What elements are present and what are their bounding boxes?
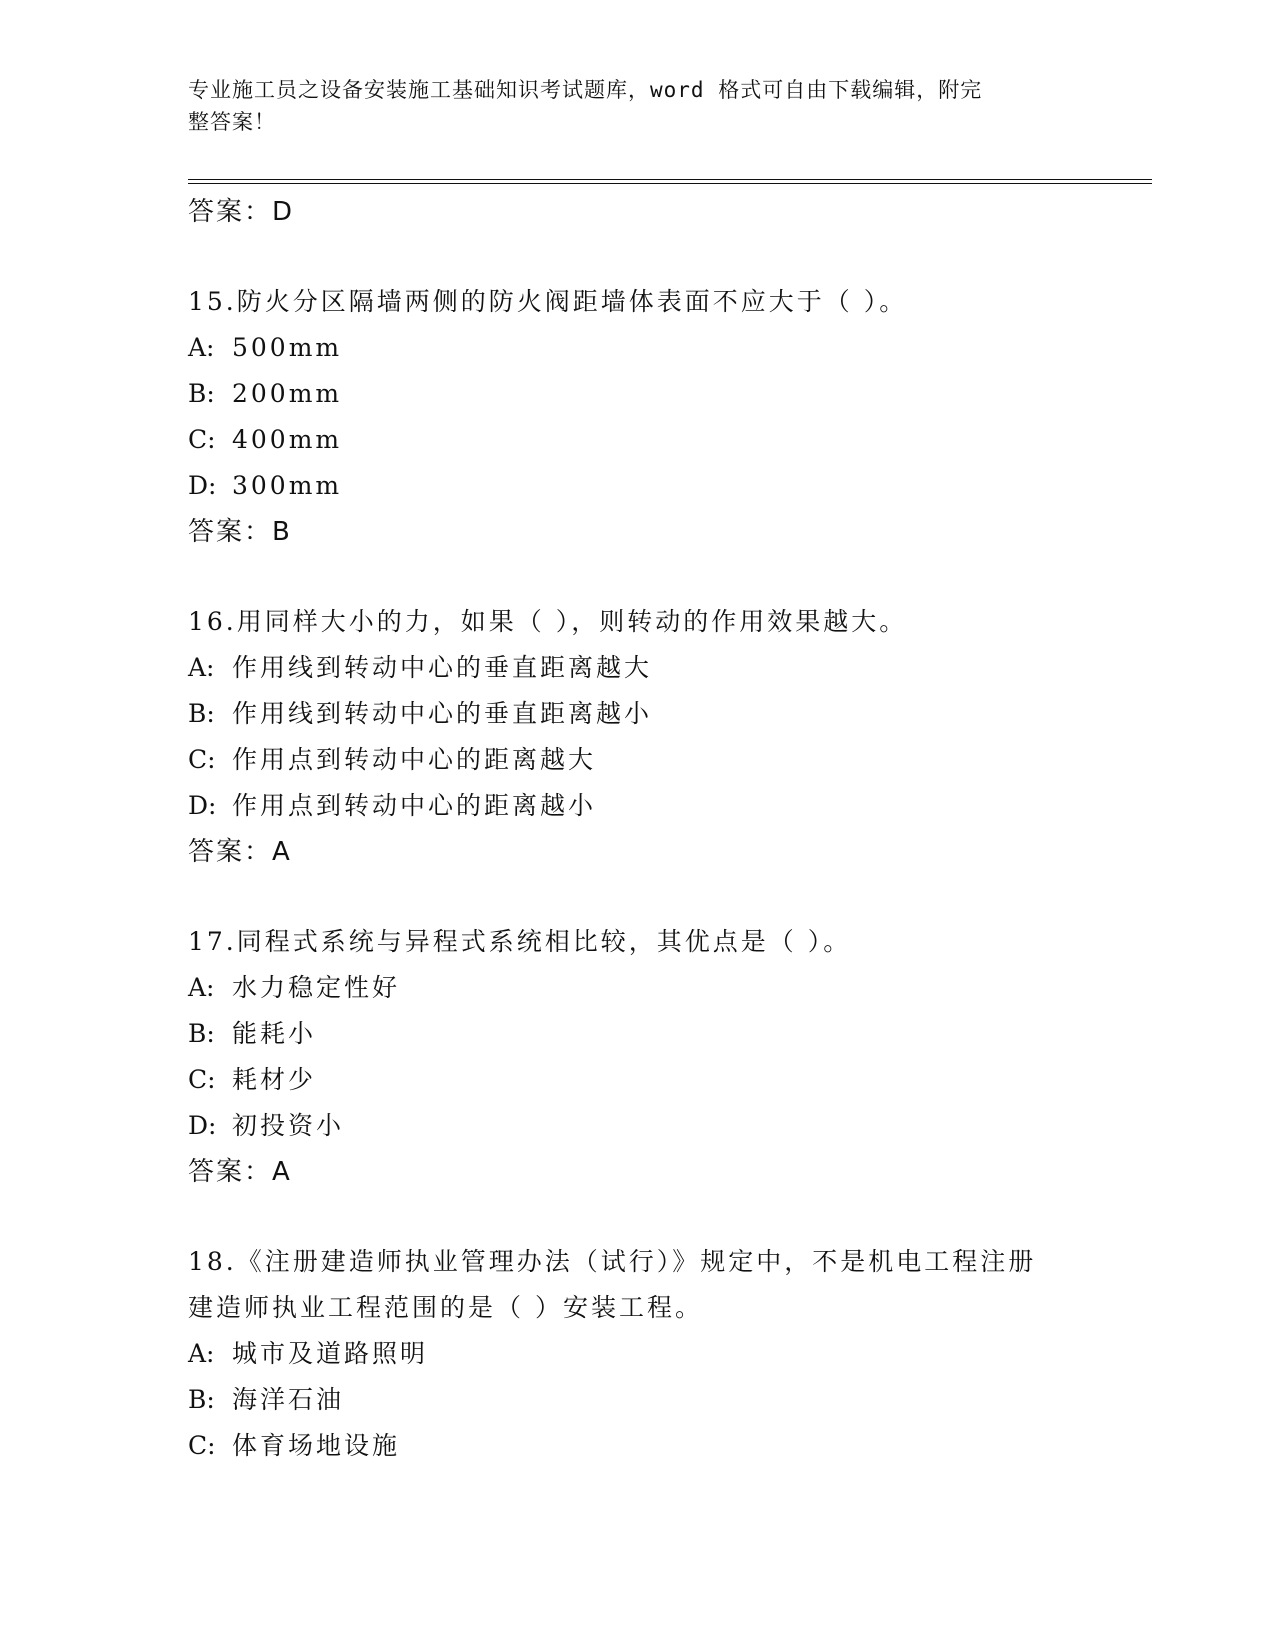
answer: 答案：A: [188, 1157, 292, 1187]
question-18: [188, 1239, 1148, 1469]
option-text: 城市及道路照明: [232, 1339, 429, 1368]
question-stem-line-1: 18.《注册建造师执业管理办法（试行）》规定中，不是机电工程注册: [188, 1247, 1037, 1276]
option-key: C:: [188, 1065, 216, 1094]
question-15: [188, 279, 1148, 555]
question-17: [188, 919, 1148, 1195]
option-key: D:: [188, 1111, 217, 1140]
question-stem: 15.防火分区隔墙两侧的防火阀距墙体表面不应大于（ ）。: [188, 287, 908, 316]
header-divider-bottom: [188, 183, 1152, 184]
option-text: 300mm: [232, 471, 343, 500]
option-key: C:: [188, 1431, 216, 1460]
answer: 答案：B: [188, 517, 292, 547]
option-c: [188, 737, 1148, 783]
option-key: D:: [188, 791, 217, 820]
option-text: 作用点到转动中心的距离越大: [232, 745, 597, 774]
option-a: [188, 965, 1148, 1011]
option-text: 作用线到转动中心的垂直距离越小: [232, 699, 653, 728]
option-a: [188, 645, 1148, 691]
question-stem: 16.用同样大小的力，如果（ ），则转动的作用效果越大。: [188, 607, 908, 636]
option-d: [188, 1103, 1148, 1149]
question-list: [188, 189, 1148, 1469]
option-key: B:: [188, 379, 215, 408]
option-b: [188, 1011, 1148, 1057]
option-key: A:: [188, 653, 215, 682]
option-key: A:: [188, 333, 215, 362]
option-c: [188, 1423, 1148, 1469]
option-text: 体育场地设施: [232, 1431, 401, 1460]
header-line-1: 专业施工员之设备安装施工基础知识考试题库，word 格式可自由下载编辑，附完: [188, 78, 983, 102]
option-key: D:: [188, 471, 217, 500]
option-key: B:: [188, 699, 215, 728]
option-a: [188, 1331, 1148, 1377]
option-text: 能耗小: [232, 1019, 317, 1048]
option-c: [188, 417, 1148, 463]
option-key: C:: [188, 745, 216, 774]
option-b: [188, 1377, 1148, 1423]
option-text: 500mm: [232, 333, 343, 362]
option-text: 作用点到转动中心的距离越小: [232, 791, 597, 820]
question-16: [188, 599, 1148, 875]
option-text: 400mm: [232, 425, 343, 454]
option-b: [188, 371, 1148, 417]
option-text: 海洋石油: [232, 1385, 345, 1414]
option-d: [188, 783, 1148, 829]
question-stem-line-2: 建造师执业工程范围的是（ ）安装工程。: [188, 1293, 703, 1322]
option-text: 初投资小: [232, 1111, 345, 1140]
option-text: 水力稳定性好: [232, 973, 401, 1002]
previous-answer: 答案：D: [188, 197, 295, 227]
question-stem: 17.同程式系统与异程式系统相比较，其优点是（ ）。: [188, 927, 852, 956]
header-line-2: 整答案！: [188, 110, 276, 134]
option-c: [188, 1057, 1148, 1103]
document-header: [188, 74, 1068, 138]
option-key: B:: [188, 1019, 215, 1048]
option-b: [188, 691, 1148, 737]
option-key: A:: [188, 973, 215, 1002]
option-key: A:: [188, 1339, 215, 1368]
option-d: [188, 463, 1148, 509]
option-text: 作用线到转动中心的垂直距离越大: [232, 653, 653, 682]
option-text: 耗材少: [232, 1065, 317, 1094]
option-text: 200mm: [232, 379, 343, 408]
answer: 答案：A: [188, 837, 292, 867]
header-divider-top: [188, 179, 1152, 180]
option-a: [188, 325, 1148, 371]
option-key: B:: [188, 1385, 215, 1414]
option-key: C:: [188, 425, 216, 454]
